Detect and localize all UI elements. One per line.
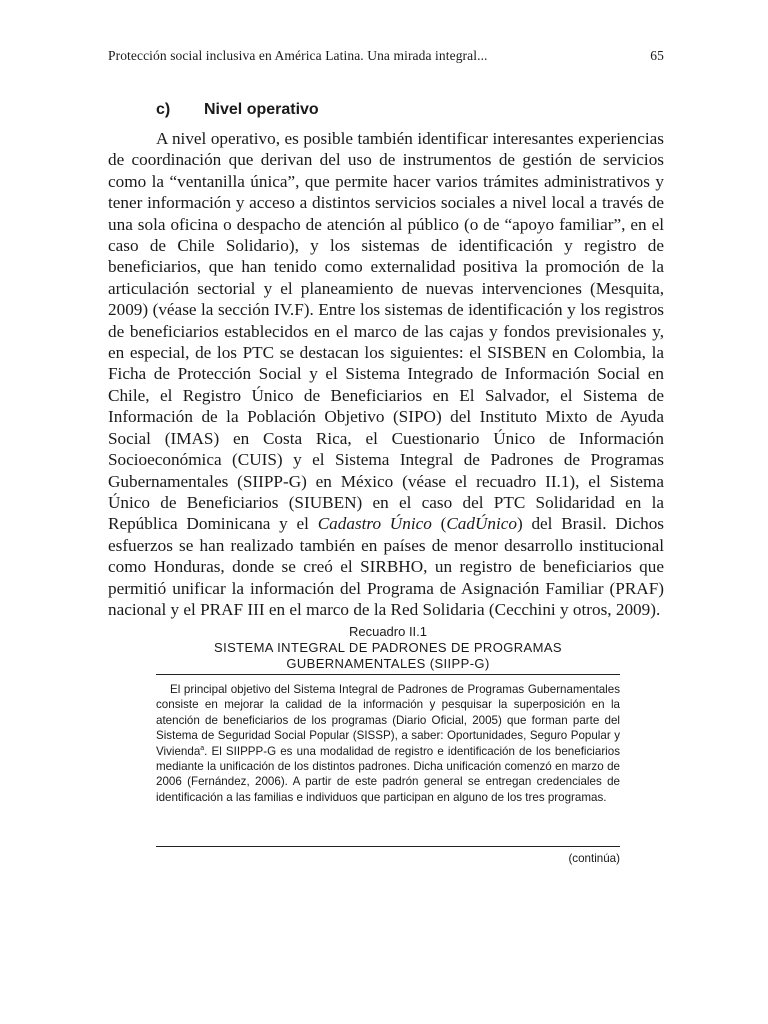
- body-paragraph: [108, 128, 664, 620]
- page-number: 65: [650, 48, 664, 63]
- footnote-mark: a: [200, 744, 205, 752]
- box-title-line-1: SISTEMA INTEGRAL DE PADRONES DE PROGRAMAS: [214, 640, 562, 655]
- continued-note: (continúa): [568, 852, 620, 865]
- box-label: Recuadro II.1: [348, 624, 428, 639]
- section-heading: [156, 101, 319, 119]
- paragraph-text-3: ) del Brasil. Dichos esfuerzos se han realizado también en países de menor desarrollo institucional como Honduras, donde se creó el SIRBHO, un registro de beneficiarios que permitió unificar la información del Programa de Asignación Familiar (PRAF) nacional y el PRAF III en el marco de la Red Solidaria (Cecchini y otros, 2009).: [108, 514, 664, 619]
- box-top-rule: [156, 674, 620, 675]
- box-bottom-rule: [156, 846, 620, 847]
- running-header: [108, 48, 664, 64]
- paragraph-text-2: (: [431, 514, 447, 534]
- paragraph-text-1: A nivel operativo, es posible también identificar interesantes experiencias de coordinación que derivan del uso de instrumentos de gestión de servicios como la “ventanilla única”, que permite hacer varios trámites administrativos y tener información y acceso a distintos servicios sociales a nivel local a través de una sola oficina o despacho de atención al público (o de “apoyo familiar”, en el caso de Chile Solidario), y los sistemas de identificación y registro de beneficiarios, que han tenido como externalidad positiva la promoción de la articulación sectorial y el planeamiento de nuevas intervenciones (Mesquita, 2009) (véase la sección IV.F). Entre los sistemas de identificación y los registros de beneficiarios establecidos en el marco de las cajas y fondos previsionales y, en especial, de los PTC se destacan los siguientes: el SISBEN en Colombia, la Ficha de Protección Social y el Sistema Integrado de Información Social en Chile, el Registro Único de Beneficiarios en El Salvador, el Sistema de Información de la Población Objetivo (SIPO) del Instituto Mixto de Ayuda Social (IMAS) en Costa Rica, el Cuestionario Único de Información Socioeconómica (CUIS) y el Sistema Integral de Padrones de Programas Gubernamentales (SIIPP-G) en México (véase el recuadro II.1), el Sistema Único de Beneficiarios (SIUBEN) en el caso del PTC Solidaridad en la República Dominicana y el: [108, 129, 664, 534]
- box-text-2: . El SIIPPP-G es una modalidad de registro e identificación de los beneficiarios mediante la unificación de los distintos padrones. Dicha unificación comenzó en marzo de 2006 (Fernández, 2006). A partir de este padrón general se entregan credenciales de identificación a las familias e individuos que participan en alguno de los tres programas.: [156, 744, 620, 804]
- paragraph-italic-cadunico: CadÚnico: [446, 514, 517, 534]
- running-title: Protección social inclusiva en América Latina. Una mirada integral...: [108, 48, 488, 63]
- box-heading: [156, 624, 620, 672]
- section-title: Nivel operativo: [204, 101, 319, 118]
- box-body-text: [156, 682, 620, 805]
- box-title-line-2: GUBERNAMENTALES (SIIPP-G): [286, 656, 490, 671]
- section-label: c): [156, 101, 171, 118]
- paragraph-italic-cadastro: Cadastro Único: [317, 514, 432, 534]
- box-text-1: El principal objetivo del Sistema Integral de Padrones de Programas Gubernamentales consiste en mejorar la calidad de la información y pesquisar la superposición en la atención de beneficiarios de los programas (Diario Oficial, 2005) que forman parte del Sistema de Seguridad Social Popular (SISSP), a saber: Oportunidades, Seguro Popular y Vivienda: [156, 683, 620, 758]
